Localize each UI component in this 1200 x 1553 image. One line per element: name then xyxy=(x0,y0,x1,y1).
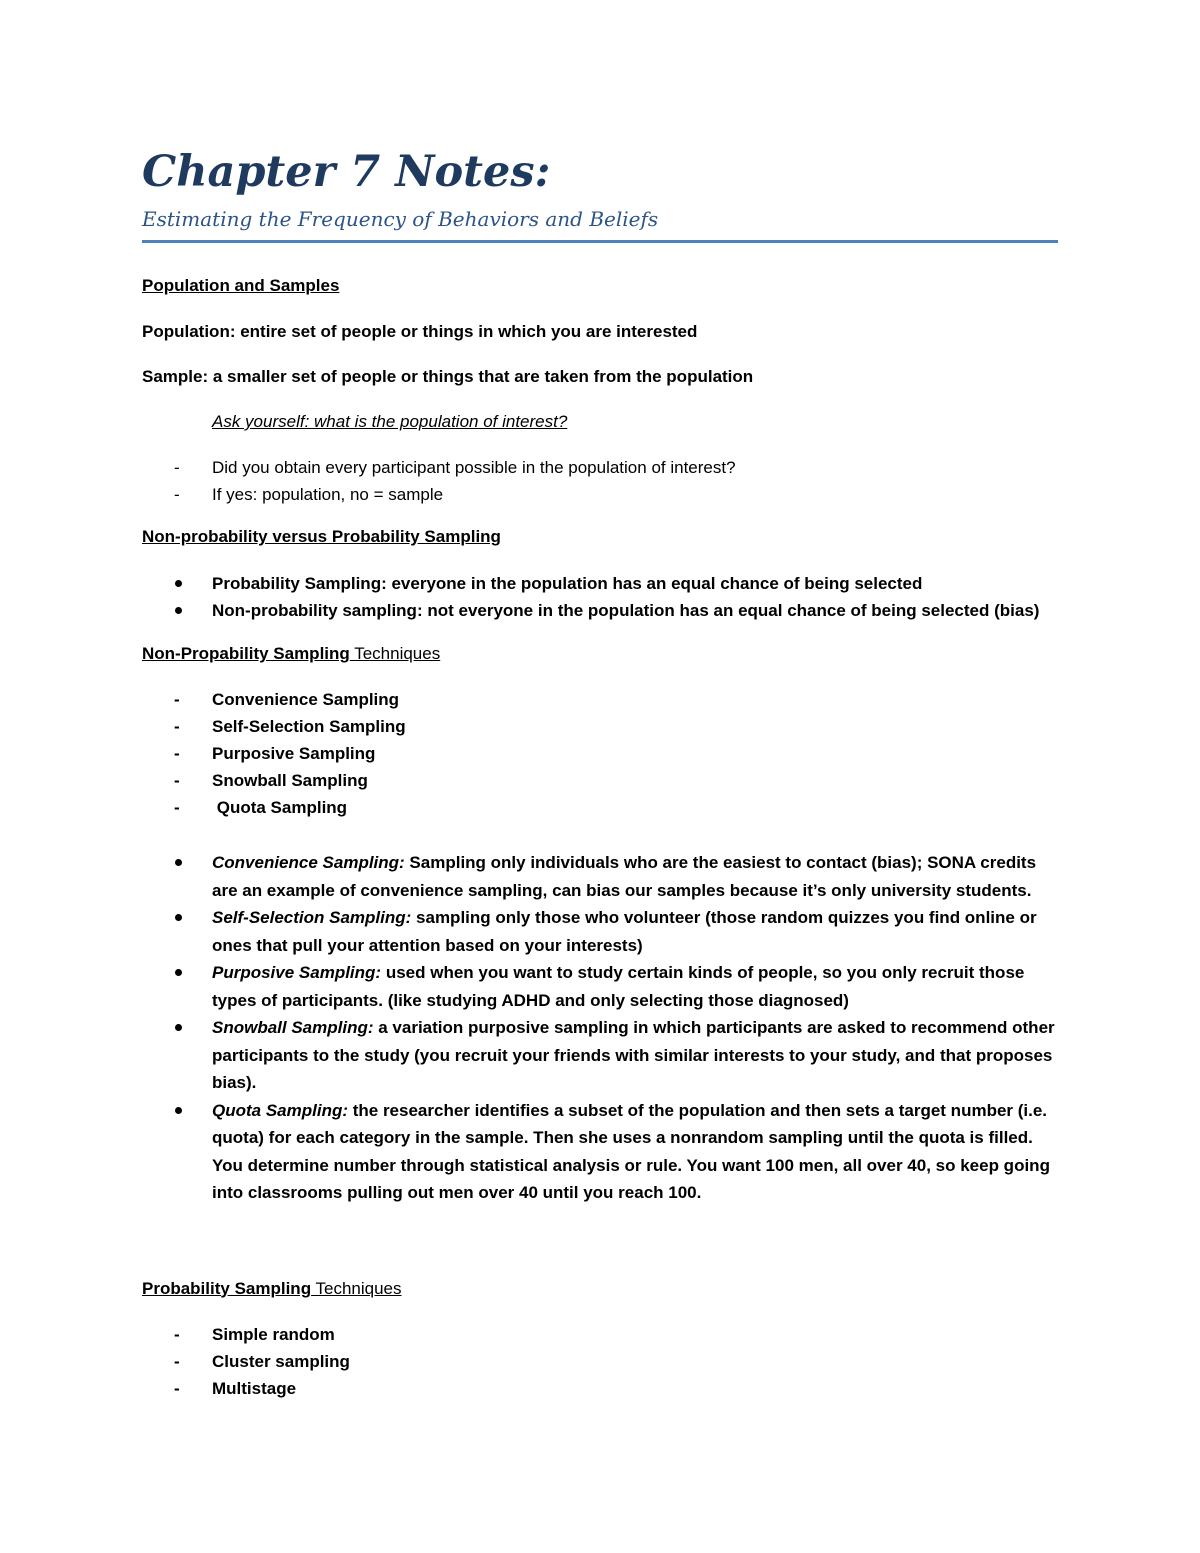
page-subtitle: Estimating the Frequency of Behaviors and Beliefs xyxy=(142,207,659,231)
list-item: - Snowball Sampling xyxy=(142,767,1058,794)
dash-marker: - xyxy=(174,798,180,817)
list-item: Purposive Sampling: used when you want to study certain kinds of people, so you only recruit those types of participants. (like studying ADHD and only selecting those diagnosed) xyxy=(142,959,1058,1014)
population-definition xyxy=(142,320,1058,344)
sample-definition xyxy=(142,365,1058,389)
list-item: Convenience Sampling: Sampling only individuals who are the easiest to contact (bias); SONA credits are an example of convenience sampling, can bias our samples because it’s only university students. xyxy=(142,849,1058,904)
bullet-marker xyxy=(175,1024,182,1031)
list-item: Snowball Sampling: a variation purposive sampling in which participants are asked to recommend other participants to the study (you recruit your friends with similar interests to your study, and that proposes bias). xyxy=(142,1014,1058,1097)
list-item: - Purposive Sampling xyxy=(142,740,1058,767)
list-item: Probability Sampling: everyone in the population has an equal chance of being selected xyxy=(142,570,1058,597)
dash-marker: - xyxy=(174,458,180,477)
list-item: - Simple random xyxy=(142,1321,1058,1348)
bullet-marker xyxy=(175,1107,182,1114)
list-item: - If yes: population, no = sample xyxy=(142,481,1058,508)
sample-label: Sample: xyxy=(142,367,209,386)
bullet-marker xyxy=(175,859,182,866)
dash-marker: - xyxy=(174,771,180,790)
dash-marker: - xyxy=(174,717,180,736)
bullet-marker xyxy=(175,607,182,614)
dash-marker: - xyxy=(174,744,180,763)
page-title: Chapter 7 Notes: xyxy=(142,147,551,197)
dash-marker: - xyxy=(174,1351,180,1371)
dash-marker: - xyxy=(174,690,180,709)
heading-nonprob-vs-prob: Non-probability versus Probability Sampling xyxy=(142,527,501,546)
sample-text: a smaller set of people or things that are taken from the population xyxy=(208,367,754,386)
dash-marker: - xyxy=(174,1324,180,1344)
heading-prob-techniques: Probability Sampling Techniques xyxy=(142,1278,402,1298)
population-text: entire set of people or things in which you are interested xyxy=(235,322,698,341)
list-item: Non-probability sampling: not everyone in the population has an equal chance of being selected (bias) xyxy=(142,597,1058,624)
bullet-marker xyxy=(175,580,182,587)
bullet-marker xyxy=(175,969,182,976)
list-item: - Multistage xyxy=(142,1375,1058,1402)
population-question-list xyxy=(142,454,1058,508)
list-item: - Did you obtain every participant possible in the population of interest? xyxy=(142,454,1058,481)
heading-population-samples: Population and Samples xyxy=(142,276,340,295)
nonprob-technique-list xyxy=(142,686,1058,821)
bullet-marker xyxy=(175,914,182,921)
ask-yourself-prompt: Ask yourself: what is the population of interest? xyxy=(212,412,568,431)
title-divider xyxy=(142,240,1058,243)
list-item: Self-Selection Sampling: sampling only those who volunteer (those random quizzes you find online or ones that pull your attention based on your interests) xyxy=(142,904,1058,959)
population-label: Population: xyxy=(142,322,236,341)
list-item: - Convenience Sampling xyxy=(142,686,1058,713)
list-item: - Quota Sampling xyxy=(142,794,1058,821)
nonprob-definition-list xyxy=(142,849,1058,1207)
list-item: - Cluster sampling xyxy=(142,1348,1058,1375)
sampling-types-list xyxy=(142,570,1058,624)
document-content xyxy=(142,140,1058,1402)
dash-marker: - xyxy=(174,1378,180,1398)
heading-nonprob-techniques: Non-Propability Sampling Techniques xyxy=(142,644,441,663)
prob-technique-list xyxy=(142,1321,1058,1402)
dash-marker: - xyxy=(174,485,180,504)
list-item: - Self-Selection Sampling xyxy=(142,713,1058,740)
list-item: Quota Sampling: the researcher identifies a subset of the population and then sets a target number (i.e. quota) for each category in the sample. Then she uses a nonrandom sampling until the quota is filled. You determine number through statistical analysis or rule. You want 100 men, all over 40, so keep going into classrooms pulling out men over 40 until you reach 100. xyxy=(142,1097,1058,1207)
